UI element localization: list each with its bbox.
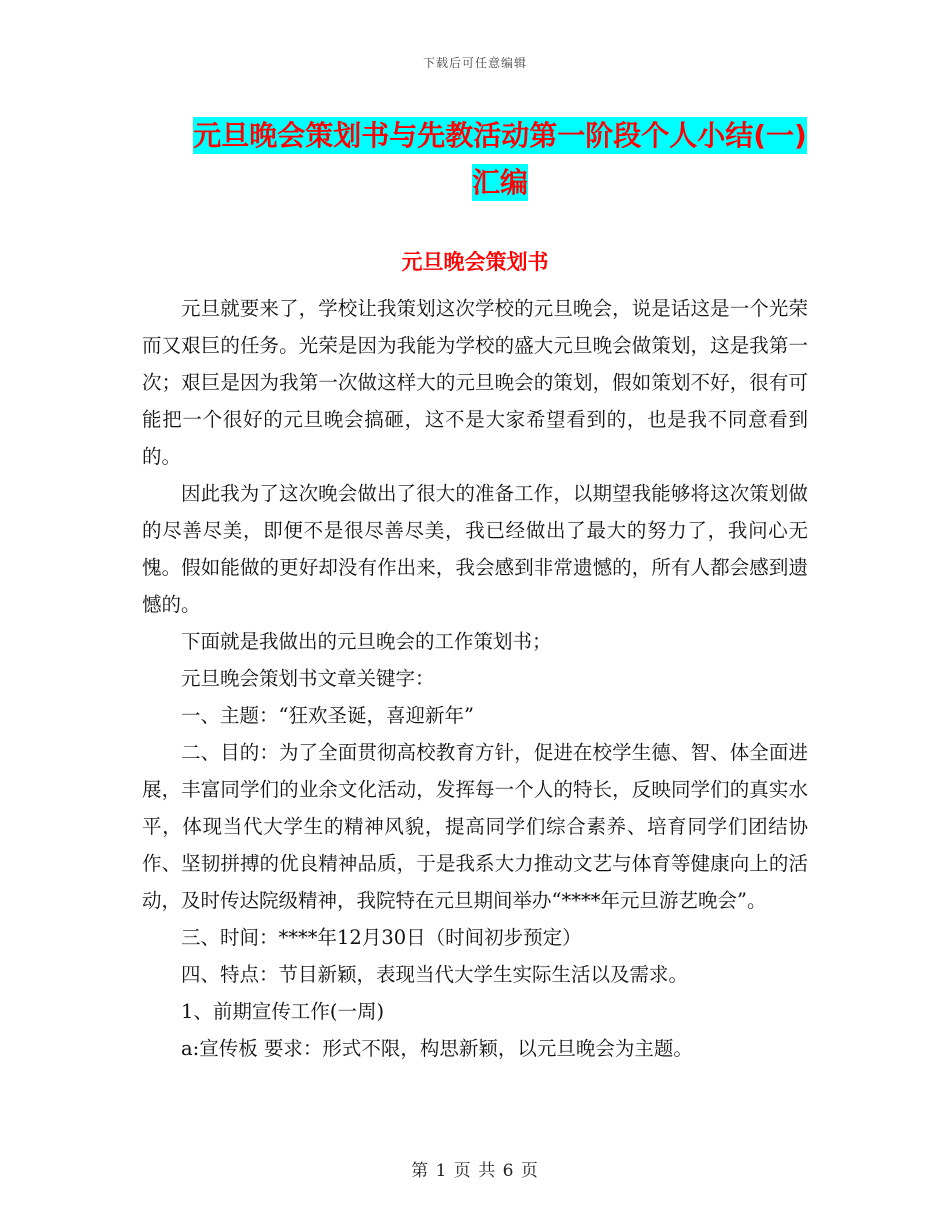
paragraph: 一、主题：“狂欢圣诞，喜迎新年”	[181, 704, 474, 727]
paragraph: 因此我为了这次晚会做出了很大的准备工作，以期望我能够将这次策划做的尽善尽美，即便不是很尽善尽美，我已经做出了最大的努力了，我问心无愧。假如能做的更好却没有作出来，我会感到非常遗憾的，所有人都会感到遗憾的。	[142, 482, 808, 616]
document-title-text: 元旦晚会策划书与先教活动第一阶段个人小结(一)汇编	[193, 119, 807, 199]
page-number-footer: 第 1 页 共 6 页	[411, 1161, 539, 1181]
document-body	[142, 290, 808, 1067]
paragraph: 元旦就要来了，学校让我策划这次学校的元旦晚会，说是话这是一个光荣而又艰巨的任务。光荣是因为我能为学校的盛大元旦晚会做策划，这是我第一次；艰巨是因为我第一次做这样大的元旦晚会的策划，假如策划不好，很有可能把一个很好的元旦晚会搞砸，这不是大家希望看到的，也是我不同意看到的。	[142, 297, 808, 468]
paragraph: 下面就是我做出的元旦晚会的工作策划书；	[181, 630, 552, 653]
paragraph: 元旦晚会策划书文章关键字：	[181, 667, 435, 690]
document-title	[190, 112, 810, 206]
paragraph: 四、特点：节目新颖，表现当代大学生实际生活以及需求。	[181, 963, 689, 986]
section-title: 元旦晚会策划书	[401, 250, 549, 274]
paragraph: 三、时间：****年12月30日（时间初步预定）	[181, 926, 582, 949]
paragraph: a:宣传板 要求：形式不限，构思新颖，以元旦晚会为主题。	[181, 1037, 693, 1060]
paragraph: 1、前期宣传工作(一周)	[181, 1000, 385, 1023]
paragraph: 二、目的：为了全面贯彻高校教育方针，促进在校学生德、智、体全面进展，丰富同学们的业余文化活动，发挥每一个人的特长，反映同学们的真实水平，体现当代大学生的精神风貌，提高同学们综合素养、培育同学们团结协作、坚韧拼搏的优良精神品质，于是我系大力推动文艺与体育等健康向上的活动，及时传达院级精神，我院特在元旦期间举办“****年元旦游艺晚会”。	[142, 741, 808, 912]
header-note: 下载后可任意编辑	[422, 56, 527, 70]
